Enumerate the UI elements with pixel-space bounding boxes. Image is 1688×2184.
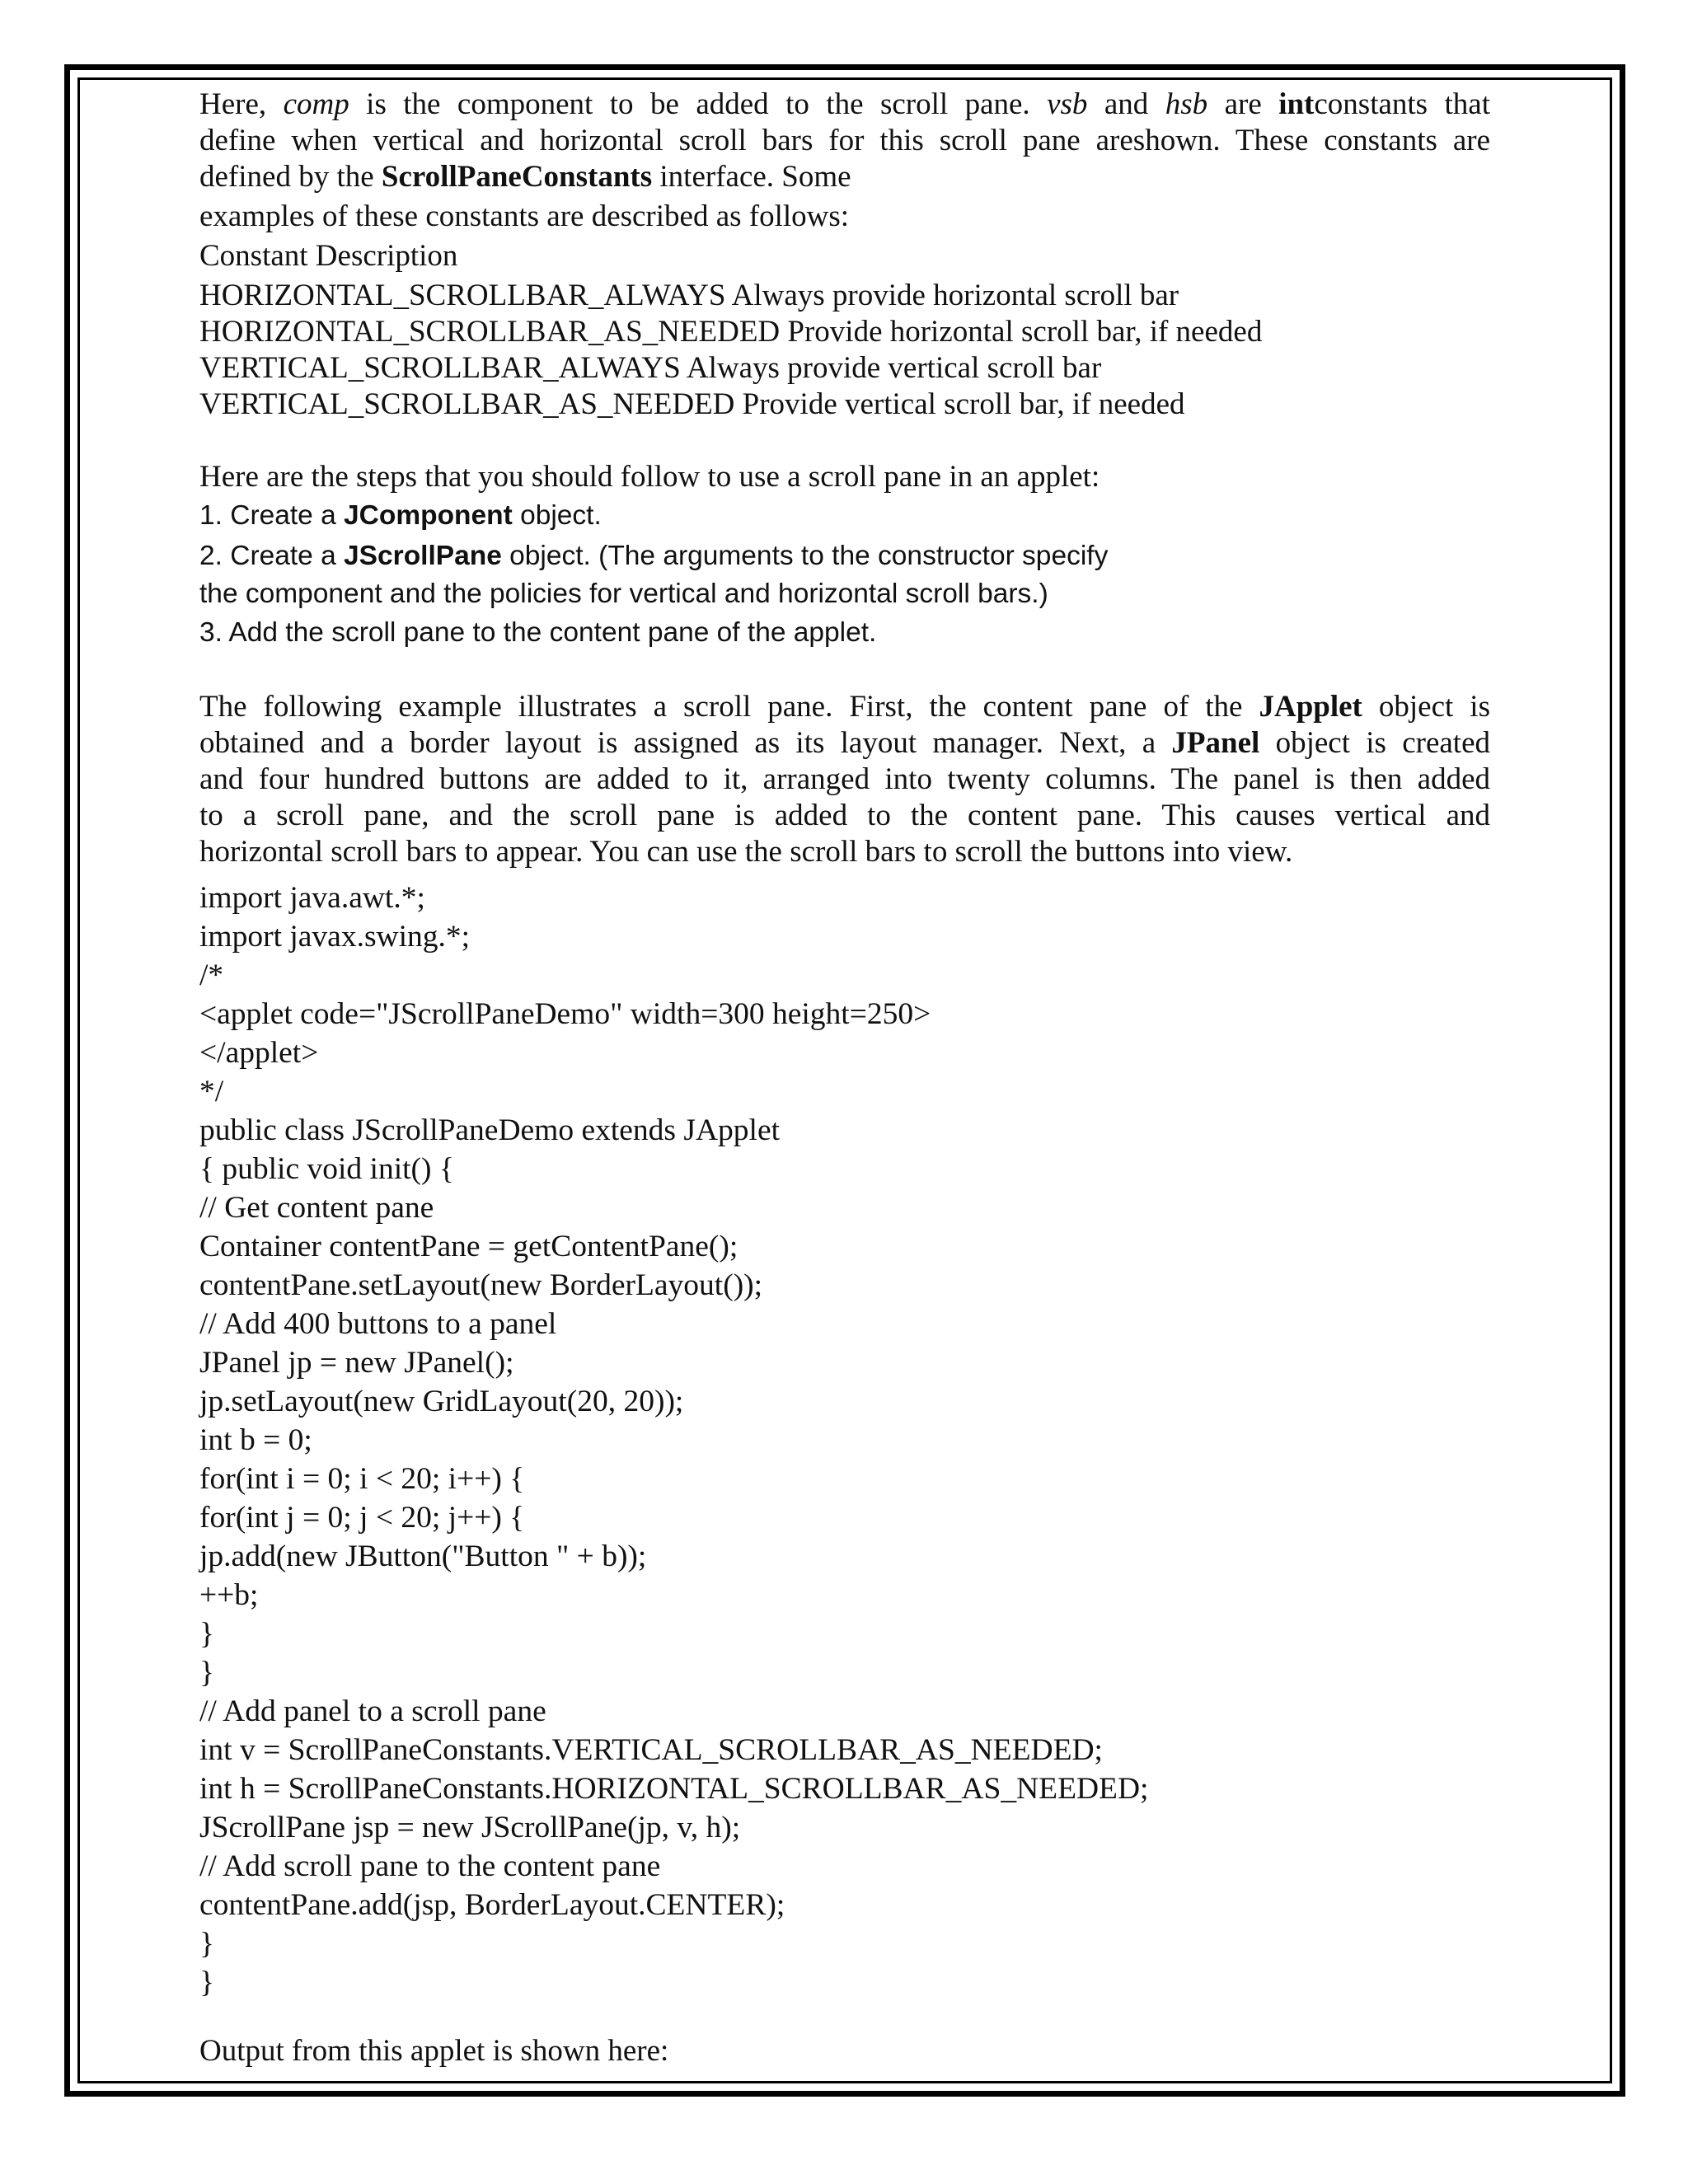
code-line: ++b; — [199, 1578, 259, 1612]
step-2: 2. Create a JScrollPane object. (The arguments to the constructor specify — [199, 541, 1109, 571]
code-line: for(int j = 0; j < 20; j++) { — [199, 1501, 525, 1535]
code-line: } — [199, 1617, 214, 1651]
step-2-cont: the component and the policies for vertical and horizontal scroll bars.) — [199, 579, 1048, 609]
code-line: for(int i = 0; i < 20; i++) { — [199, 1462, 525, 1496]
term-scrollpaneconstants: ScrollPaneConstants — [381, 160, 653, 194]
term-comp: comp — [283, 87, 349, 121]
example-line-1: The following example illustrates a scroll pane. First, the content pane of the JApplet object is — [199, 690, 1490, 724]
code-line: <applet code="JScrollPaneDemo" width=300 height=250> — [199, 997, 931, 1031]
example-line-5: horizontal scroll bars to appear. You can use the scroll bars to scroll the buttons into view. — [199, 835, 1293, 869]
example-line-2: obtained and a border layout is assigned as its layout manager. Next, a JPanel object is created — [199, 726, 1490, 760]
term-japplet: JApplet — [1259, 690, 1362, 724]
code-line: // Add panel to a scroll pane — [199, 1694, 546, 1728]
step-1: 1. Create a JComponent object. — [199, 500, 602, 531]
term-jcomponent: JComponent — [344, 500, 513, 531]
code-line: // Get content pane — [199, 1191, 434, 1225]
code-line: import java.awt.*; — [199, 881, 425, 915]
code-line: } — [199, 1656, 214, 1690]
code-line: // Add 400 buttons to a panel — [199, 1307, 557, 1341]
code-line: int h = ScrollPaneConstants.HORIZONTAL_SCROLLBAR_AS_NEEDED; — [199, 1772, 1149, 1806]
code-line: int b = 0; — [199, 1423, 312, 1457]
example-line-3: and four hundred buttons are added to it, arranged into twenty columns. The panel is then added — [199, 762, 1490, 796]
code-line: public class JScrollPaneDemo extends JApplet — [199, 1113, 781, 1147]
code-line: /* — [199, 958, 224, 992]
code-line: Container contentPane = getContentPane(); — [199, 1230, 738, 1263]
code-listing — [199, 879, 1490, 2002]
code-line: </applet> — [199, 1036, 319, 1070]
term-hsb: hsb — [1165, 87, 1208, 121]
steps-intro: Here are the steps that you should follow to use a scroll pane in an applet: — [199, 460, 1100, 494]
code-line: JScrollPane jsp = new JScrollPane(jp, v, h); — [199, 1811, 741, 1844]
code-line: } — [199, 1927, 214, 1961]
constant-row: VERTICAL_SCROLLBAR_ALWAYS Always provide vertical scroll bar — [199, 351, 1102, 385]
constant-row: HORIZONTAL_SCROLLBAR_ALWAYS Always provide horizontal scroll bar — [199, 279, 1179, 312]
code-line: int v = ScrollPaneConstants.VERTICAL_SCROLLBAR_AS_NEEDED; — [199, 1733, 1103, 1767]
constant-row: HORIZONTAL_SCROLLBAR_AS_NEEDED Provide horizontal scroll bar, if needed — [199, 315, 1263, 349]
example-line-4: to a scroll pane, and the scroll pane is added to the content pane. This causes vertical and — [199, 799, 1490, 832]
term-vsb: vsb — [1047, 87, 1088, 121]
page-content — [199, 87, 1490, 2069]
term-jscrollpane: JScrollPane — [344, 541, 502, 571]
intro-line-3: defined by the ScrollPaneConstants interface. Some — [199, 160, 851, 194]
constant-row: VERTICAL_SCROLLBAR_AS_NEEDED Provide vertical scroll bar, if needed — [199, 387, 1185, 421]
output-caption: Output from this applet is shown here: — [199, 2034, 669, 2068]
code-line: } — [199, 1966, 214, 1999]
code-line: { public void init() { — [199, 1152, 454, 1186]
code-line: jp.setLayout(new GridLayout(20, 20)); — [199, 1385, 684, 1418]
term-int: int — [1278, 87, 1315, 121]
code-line: contentPane.add(jsp, BorderLayout.CENTER); — [199, 1888, 785, 1922]
code-line: */ — [199, 1075, 224, 1108]
term-jpanel: JPanel — [1171, 726, 1260, 760]
intro-line-4: examples of these constants are described as follows: — [199, 199, 850, 233]
constants-header: Constant Description — [199, 239, 458, 273]
intro-line-1: Here, comp is the component to be added to the scroll pane. vsb and hsb are intconstants that — [199, 87, 1490, 121]
code-line: JPanel jp = new JPanel(); — [199, 1346, 514, 1380]
step-3: 3. Add the scroll pane to the content pane of the applet. — [199, 617, 877, 648]
code-line: contentPane.setLayout(new BorderLayout()); — [199, 1268, 763, 1302]
code-line: import javax.swing.*; — [199, 920, 471, 954]
code-line: jp.add(new JButton("Button " + b)); — [199, 1540, 647, 1573]
intro-line-2: define when vertical and horizontal scroll bars for this scroll pane areshown. These constants are — [199, 124, 1490, 157]
code-line: // Add scroll pane to the content pane — [199, 1849, 661, 1883]
